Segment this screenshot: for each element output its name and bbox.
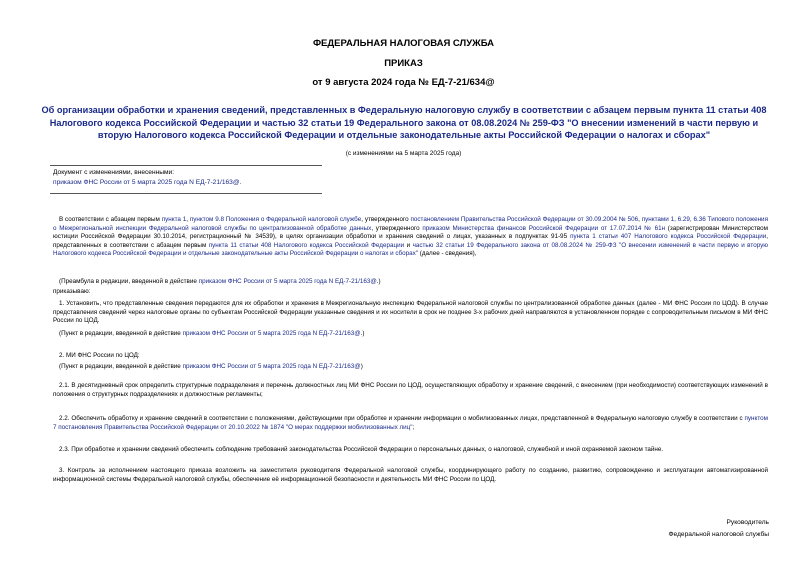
- signature-block: [669, 517, 769, 541]
- changes-note-label: Документ с изменениями, внесенными:: [53, 169, 175, 176]
- item-2-3: 2.3. При обработке и хранении сведений обеспечить соблюдение требований законодательства Российской Федерации о персональных данных, о налоговой, служебной и иной охраняемой законом тайне.: [59, 446, 664, 453]
- document-title: Об организации обработки и хранения сведений, представленных в Федеральную налоговую службу в соответствии с абзацем первым пункта 11 статьи 408 Налогового кодекса Российской Федерации и частью 32 статьи 19 Федерального закона от 08.08.2024 № 259-ФЗ "О внесении изменений в части первую и вторую Налогового кодекса Российской Федерации и отдельные законодательные акты Российской Федерации о налогах и сборах": [41, 105, 767, 140]
- item-2-2: 2.2. Обеспечить обработку и хранение сведений в соответствии с положениями, действующими при обработке и хранении информации о мобилизованных лицах, представленной в Федеральную налоговую службу в соответствии с пунктом 7 постановления Правительства Российской Федерации от 20.10.2022 № 1874 "О мерах поддержки мобилизованных лиц";: [53, 415, 768, 431]
- item-2-1: 2.1. В десятидневный срок определить структурные подразделения и перечень должностных лиц МИ ФНС России по ЦОД, осуществляющих обработку и хранение сведений, с внесением (при необходимости) соответствующих изменений в положения о структурных подразделениях и должностные регламенты;: [53, 382, 768, 398]
- link-article-407[interactable]: пункта 1 статьи 407 Налогового кодекса Российской Федерации: [570, 233, 767, 241]
- link-minfin-order-61n[interactable]: приказом Министерства финансов Российской Федерации от 17.07.2014 № 61н: [422, 224, 666, 232]
- link-government-decree-506[interactable]: постановлением Правительства Российской Федерации от 30.09.2004 № 506: [410, 216, 639, 223]
- document-type: ПРИКАЗ: [384, 58, 423, 69]
- signature-role: Руководитель: [726, 519, 769, 526]
- item-3: 3. Контроль за исполнением настоящего приказа возложить на заместителя руководителя Федеральной налоговой службы, координирующего работу по созданию, развитию, сопровождению и эксплуатации автоматизированной информационной системы Федеральной налоговой службы, обеспечение её информационной безопасности и деятельность МИ ФНС России по ЦОД.: [53, 467, 768, 483]
- link-federal-law-259[interactable]: частью 32 статьи 19 Федерального закона от 08.08.2024 № 259-ФЗ "О внесении изменений в части первую и вторую Налогового кодекса Российской Федерации и отдельные законодательные акты Российской Федерации о налогах и сборах": [53, 241, 769, 258]
- item-1-amendment: (Пункт в редакции, введенной в действие приказом ФНС России от 5 марта 2025 года N ЕД-7-21/163@.): [59, 330, 365, 337]
- item-1: 1. Установить, что представленные сведения передаются для их обработки и хранения в Межрегиональную инспекцию Федеральной налоговой службы по централизованной обработке данных (далее - МИ ФНС России по ЦОД). В случае представления сведений через налоговые органы по субъектам Российской Федерации указанные сведения и их носители в срок не позднее 3-х рабочих дней направляются в установленном порядке с сопроводительным письмом в МИ ФНС России по ЦОД.: [53, 300, 768, 325]
- changes-note: [53, 168, 241, 188]
- document-date-number: от 9 августа 2024 года № ЕД-7-21/634@: [312, 77, 495, 88]
- link-regulation-fns[interactable]: пунктом 9.8 Положения о Федеральной налоговой службе: [189, 216, 362, 223]
- note-bottom-divider: [50, 193, 322, 194]
- order-word: приказываю:: [53, 288, 91, 295]
- item-2-amendment: (Пункт в редакции, введенной в действие приказом ФНС России от 5 марта 2025 года N ЕД-7-21/163@): [59, 363, 363, 370]
- preamble-amendment: (Преамбула в редакции, введенной в действие приказом ФНС России от 5 марта 2025 года N ЕД-7-21/163@.): [59, 278, 381, 285]
- link-amendment-item-1[interactable]: приказом ФНС России от 5 марта 2025 года N ЕД-7-21/163@: [182, 330, 361, 337]
- link-government-decree-1874[interactable]: пунктом 7 постановления Правительства Российской Федерации от 20.10.2022 № 1874 "О мерах поддержки мобилизованных лиц": [53, 415, 768, 431]
- item-2: 2. МИ ФНС России по ЦОД:: [59, 352, 140, 359]
- link-typical-regulation[interactable]: пунктами 1, 6.29, 6.36 Типового положения о Межрегиональной инспекции Федеральной налоговой службы по централизованной обработке данных: [53, 216, 768, 232]
- link-article-408[interactable]: пункта 11 статьи 408 Налогового кодекса Российской Федерации: [208, 241, 405, 249]
- preamble-paragraph: В соответствии с абзацем первым пункта 1, пунктом 9.8 Положения о Федеральной налоговой службе, утвержденного постановлением Правительства Российской Федерации от 30.09.2004 № 506, пунктами 1, 6.29, 6.36 Типового положения о Межрегиональной инспекции Федеральной налоговой службы по централизованной обработке данных, утвержденного приказом Министерства финансов Российской Федерации от 17.07.2014 № 61н (зарегистрирован Министерством юстиции Российской Федерации 30.10.2014, регистрационный № 34539), в целях организации обработки и хранения сведений о лицах, указанных в подпунктах 91-95 пункта 1 статьи 407 Налогового кодекса Российской Федерации, представленных в соответствии с абзацем первым пункта 11 статьи 408 Налогового кодекса Российской Федерации и частью 32 статьи 19 Федерального закона от 08.08.2024 № 259-ФЗ "О внесении изменений в части первую и вторую Налогового кодекса Российской Федерации и отдельные законодательные акты Российской Федерации о налогах и сборах" (далее - сведения),: [53, 216, 769, 258]
- link-amendment-item-2[interactable]: приказом ФНС России от 5 марта 2025 года N ЕД-7-21/163@: [182, 363, 361, 370]
- signature-org: Федеральной налоговой службы: [668, 531, 769, 538]
- link-amendment-preamble[interactable]: приказом ФНС России от 5 марта 2025 года N ЕД-7-21/163@: [198, 278, 377, 285]
- note-top-divider: [50, 165, 322, 166]
- changes-note-link[interactable]: приказом ФНС России от 5 марта 2025 года N ЕД-7-21/163@.: [53, 179, 242, 186]
- edition-note: (с изменениями на 5 марта 2025 года): [345, 150, 462, 157]
- agency-name: ФЕДЕРАЛЬНАЯ НАЛОГОВАЯ СЛУЖБА: [312, 38, 495, 49]
- link-item-1[interactable]: пункта 1: [161, 216, 187, 223]
